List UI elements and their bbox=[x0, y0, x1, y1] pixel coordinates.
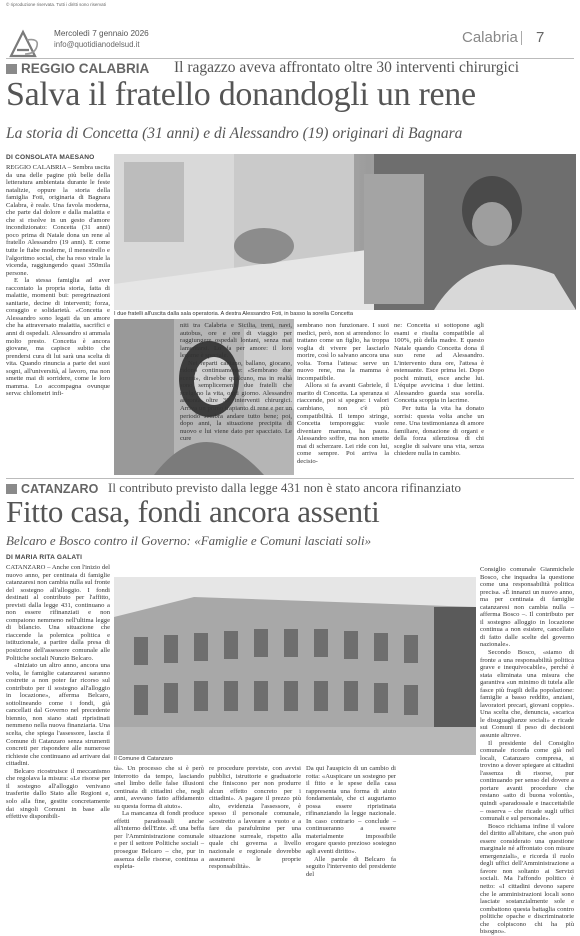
paragraph: Consiglio comunale Gianmichele Bosco, che inquadra la questione come una responsabilità politica precisa. «È innanzi un nuovo anno, ma per centinaia di famiglie catanzaresi non cambia nulla – afferma Bosco –. Il contributo per il sostegno alloggio in locazione continua a non esistere, cancellato di fatto dalle scelte del governo nazionale». bbox=[480, 566, 574, 649]
paragraph: Secondo Bosco, «siamo di fronte a una responsabilità politica grave e inequivocabile», perché è stata eliminata una misura che garantiva «un minimo di tutela alle fasce più fragili della popolazione: famiglie a basso reddito, anziani, lavoratori precari, giovani coppie». Una scelta che, denuncia, «scarica le disuguaglianze sociali» e ricade sui Comuni il peso di decisioni assunte altrove. bbox=[480, 649, 574, 740]
paragraph: Il presidente del Consiglio comunale ricorda come già nel locali, Catanzaro compresa, si trovino a dover spiegare ai cittadini l'assenza di risorse, pur continuando per senso del dovere a portare avanti procedure che restano «atto di buona volontà», quindi «paradossale e inaccettabile – osserva – che ricade sugli uffici comunali e sul personale». bbox=[480, 739, 574, 823]
paragraph: re procedure previste, con avvisi pubblici, istruttorie e graduatorie che finiscono per non produrre alcun effetto concreto per i cittadini». A pagare il prezzo più alto, evidenzia l'assessore, è spesso il personale comunale, «costretto a lavorare a vuoto e a fare da parafulmine per una situazione surreale, rispetto alla quale chi governa a livello nazionale e regionale dovrebbe assumersi le proprie responsabilità». bbox=[209, 765, 301, 871]
article2-column-4 bbox=[306, 765, 396, 878]
header-separator bbox=[521, 31, 522, 45]
article2-location: CATANZARO bbox=[21, 482, 99, 496]
paragraph: Da qui l'auspicio di un cambio di rotta: «Auspicare un sostegno per il fitto e le spese della casa rappresenta una forma di aiuto fondamentale, che ci auguriamo possa essere ripristinata rifinanziando la legge nazionale. In caso contrario – conclude – continueranno a essere materialmente impossibile erogare questo prezioso sostegno agli aventi diritto». bbox=[306, 765, 396, 856]
article2-column-3 bbox=[209, 765, 301, 869]
article1-kicker: Il ragazzo aveva affrontato oltre 30 interventi chirurgici bbox=[174, 59, 520, 76]
town-hall-photo bbox=[114, 577, 476, 755]
paragraph: Per tutta la vita ha donato sorrisi: questa volta anche un rene. Una testimonianza di amore familiare, donazione di organi e della forza silenziosa di chi sceglie di salvare una vita, senza chiedere nulla in cambio. bbox=[394, 405, 484, 458]
paragraph: E la stessa famiglia ad aver raccontato la propria storia, fatta di malattie, momenti bui: peregrinazioni sanitarie, decine di interventi; forza, coraggio e solidarietà. «Concetta e Alessandro sono legati da un amore che ha attraversato malattia, sacrifici e anni di ospedali. Alessandro si ammala molto presto. Concetta è ancora giovane, ma capisce subito che prendersi cura di lui sarà una scelta di vita. Quando rinuncia a parte dei suoi sogni, all'università, al lavoro, ma non smette mai di sorridere, come le loro mamma. Lo accompagna ovunque serva: chilometri infi- bbox=[6, 277, 110, 398]
header-date: Mercoledì 7 gennaio 2026 bbox=[54, 29, 149, 38]
paragraph: REGGIO CALABRIA – Sembra uscita da una delle pagine più belle della letteratura ambientata durante le feste natalizie, oppure la storia della famiglia Foti, originaria di Bagnara Calabra, è reale. Una favola moderna, che parte dal dolore e dalla malattia e che si risolve in un gesto d'amore incondizionato: Concetta (31 anni) poco prima di Natale dona un rene al fratello Alessandro (19 anni). E come tutte le fiabe moderne, il menestrello e l'algoritmo social, che ha reso virale la vicenda, raggiungendo quasi 350mila persone. bbox=[6, 164, 110, 277]
paragraph: CATANZARO – Anche con l'inizio del nuovo anno, per centinaia di famiglie catanzaresi non cambia nulla sul fronte del sostegno all'alloggio. I fondi destinati al contributo per l'affitto, previsti dalla legge 431, continuano a non essere rifinanziati e non compaiono nemmeno nell'ultima legge di bilancio. Una situazione che riaccende la polemica politica e istituzionale, a partire dalla presa di posizione dell'assessore comunale alle Politiche sociali Nunzio Belcaro. bbox=[6, 564, 110, 662]
paragraph: sembrano non funzionare. I suoi medici, però, non si arrendono: lo trattano come un figlio, ha troppa voglia di vivere per lasciarlo morire, così lo salvano ancora una volta. Torna l'attesa: serve un nuovo rene, ma la mamma è incompatibile. bbox=[297, 322, 389, 382]
paragraph: Alle parole di Belcaro fa seguito l'intervento del presidente del bbox=[306, 855, 396, 878]
article2-subhead: Belcaro e Bosco contro il Governo: «Famiglie e Comuni lasciati soli» bbox=[6, 533, 372, 548]
header-email[interactable]: info@quotidianodelsud.it bbox=[54, 40, 140, 49]
kicker-square-icon bbox=[6, 64, 17, 74]
article1-subhead: La storia di Concetta (31 anni) e di Alessandro (19) originari di Bagnara bbox=[6, 125, 463, 142]
article1-location: REGGIO CALABRIA bbox=[21, 61, 150, 76]
article2-caption: Il Comune di Catanzaro bbox=[114, 756, 173, 762]
paragraph: Belcaro ricostruisce il meccanismo che regolava la misura: «Le risorse per il sostegno all'alloggio venivano trasferite dallo Stato alle Regioni e, solo alla fine, gestite concretamente dai singoli Comuni in base alle effettive disponibili- bbox=[6, 767, 110, 821]
article1-column-1 bbox=[6, 164, 110, 474]
page-number: 7 bbox=[536, 29, 545, 46]
paragraph: La mancanza di fondi produce effetti paradossali anche all'interno dell'Ente. «È una beffa per l'Amministrazione comunale e per il settore Politiche sociali – prosegue Belcaro – che, pur in assenza delle risorse, continua a espleta- bbox=[114, 810, 204, 871]
paragraph: Bosco richiama infine il valore del diritto all'abitare, che «non può essere considerato una questione marginale né affrontato con misure emergenziali», e ricorda il ruolo degli uffici dell'Amministrazione a favore non soltanto ai Servizi sociali. Ma l'affondo politico è netto: «I cittadini devono sapere che le amministrazioni locali sono lasciate sostanzialmente sole e combattono questa battaglia contro politiche opache e discriminatorie che colpiscono chi ha più bisogno». bbox=[480, 822, 574, 936]
article1-column-5 bbox=[488, 322, 574, 476]
article2-column-2 bbox=[114, 765, 204, 869]
paragraph: ne: Concetta si sottopone agli esami e risulta compatibile al 100%, più della madre. E questo Natale quando Concetta dona il suo rene ad Alessandro. L'intervento dura ore, l'attesa è estenuante. Esce prima lei. Dopo pochi minuti, esce anche lui. L'équipe avvicina i due lettini. Alessandro guarda sua sorella. Concetta scoppia in lacrime. bbox=[394, 322, 484, 405]
article1-column-4 bbox=[394, 322, 484, 476]
article1-byline: DI CONSOLATA MAESANO bbox=[6, 154, 95, 161]
article1-column-3 bbox=[297, 322, 389, 476]
paragraph: Allora si fa avanti Gabriele, il marito di Concetta. La speranza si riaccende, poi si spegne: i valori cambiano, non c'è più compatibilità. Il tempo stringe, Concetta temporeggia: vuole diventare mamma, ha paura. Alessandro soffre, ma non smette mai di scherzare. Lei ride con lui, come sempre. Poi arriva la decisio- bbox=[297, 382, 389, 465]
masthead-logo bbox=[7, 30, 47, 58]
article1-headline: Salva il fratello donandogli un rene bbox=[6, 76, 476, 113]
article2-headline: Fitto casa, fondi ancora assenti bbox=[6, 494, 380, 529]
article2-kicker: Il contributo previsto dalla legge 431 non è stato ancora rifinanziato bbox=[108, 480, 462, 495]
article-separator bbox=[6, 478, 574, 479]
paragraph: niti tra Calabria e Sicilia, treni, navi, autobus, ore e ore di viaggio per raggiungere ospedali lontani, senza mai lamentarsi. Lo fa per amore: il loro legame è speciale. bbox=[180, 322, 292, 360]
article1-column-2-main-text bbox=[180, 322, 292, 476]
paragraph: tà». Un processo che si è però interrotto da tempo, lasciando «nel limbo delle false illusioni centinaia di cittadini che, negli anni, avevano fatto affidamento su questa forma di aiuto». bbox=[114, 765, 204, 810]
paragraph: «Iniziato un altro anno, ancora una volta, le famiglie catanzaresi saranno costrette a non poter far ricorso sul contributo per il sostegno all'alloggio in locazione», afferma Belcaro, sottolineando come i fondi, già cancellati dal Governo nel precedente biennio, non siano stati ripristinati nemmeno nella nuova finanziaria. Una scelta, che spiega l'assessore, lascia il Comune di Catanzaro senza strumenti concreti per rispondere alle numerose richieste che continuano ad arrivare dai cittadini. bbox=[6, 662, 110, 768]
kicker-square-icon bbox=[6, 484, 17, 494]
article2-byline: DI MARIA RITA GALATI bbox=[6, 554, 83, 561]
article2-column-5 bbox=[480, 566, 574, 936]
article2-column-1 bbox=[6, 564, 110, 869]
copyright-line: © riproduzione riservata. Tutti i diritti sono riservati bbox=[6, 2, 106, 7]
header-section: Calabria bbox=[462, 29, 518, 46]
article1-caption: I due fratelli all'uscita dalla sala operatoria. A destra Alessandro Foti, in basso la sorella Concetta bbox=[114, 311, 353, 317]
paragraph: Nei reparti cantano, ballano, giocano, ridono continuamente: «Sembrano due scemi», dirsebbe qualcuno, ma in realtà sono semplicemente due fratelli che scelgono la vita, ogni giorno. Alessandro affronta oltre 30 interventi chirurgici. Arriva un primo trapianto di rene e per un periodo sembra andare tutto bene; poi, dopo anni, la situazione precipita di nuovo e lui viene dato per spacciato. Le cure bbox=[180, 359, 292, 443]
hospital-photo bbox=[114, 154, 576, 310]
